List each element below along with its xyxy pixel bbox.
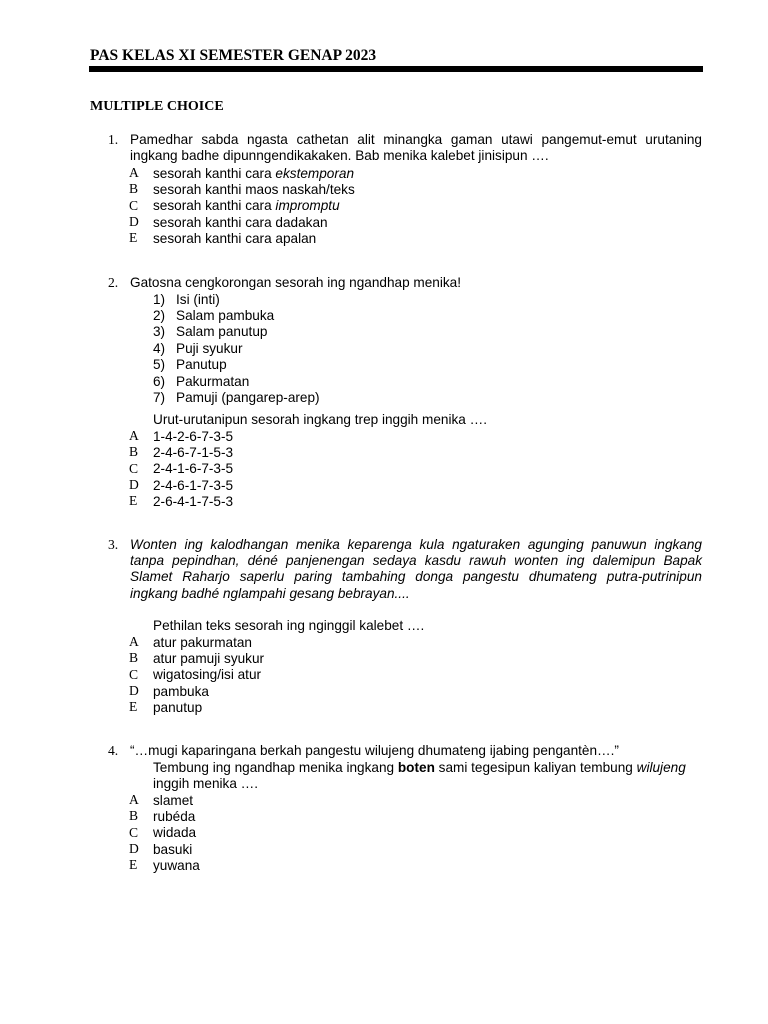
option-text: atur pakurmatan — [153, 634, 252, 650]
question-stem: Pamedhar sabda ngasta cathetan alit minangka gaman utawi pangemut-emut urutaning ingkang badhe dipunngendikakaken. Bab menika kalebet jinisipun …. — [130, 132, 702, 164]
option-text: 2-6-4-1-7-5-3 — [153, 493, 234, 509]
option-c[interactable] — [129, 198, 355, 214]
option-d[interactable] — [129, 841, 200, 857]
option-text: basuki — [153, 841, 193, 857]
option-letter: B — [129, 650, 139, 666]
list-item: 6) Pakurmatan — [153, 373, 250, 389]
option-letter: E — [129, 857, 138, 873]
option-e[interactable] — [129, 699, 264, 715]
option-a[interactable] — [129, 428, 233, 444]
option-text: pambuka — [153, 683, 209, 699]
option-text: atur pamuji syukur — [153, 650, 265, 666]
question-number: 2. — [108, 275, 119, 290]
option-text: yuwana — [153, 857, 200, 873]
option-c[interactable] — [129, 825, 200, 841]
emphasis-italic: wilujeng — [636, 760, 686, 775]
option-c[interactable] — [129, 461, 233, 477]
section-title: MULTIPLE CHOICE — [90, 99, 224, 114]
option-e[interactable] — [129, 493, 233, 509]
list-item: 7) Pamuji (pangarep-arep) — [153, 390, 320, 406]
option-letter: B — [129, 444, 139, 460]
question-number: 3. — [108, 537, 119, 552]
option-letter: C — [129, 460, 139, 476]
option-text: wigatosing/isi atur — [153, 667, 262, 683]
question-prompt: Tembung ing ngandhap menika ingkang boten sami tegesipun kaliyan tembung wilujeng inggih menika …. — [153, 760, 686, 791]
question-number: 4. — [108, 743, 119, 758]
option-letter: A — [129, 428, 139, 444]
option-text: sesorah kanthi cara impromptu — [153, 198, 340, 214]
option-text: sesorah kanthi cara dadakan — [153, 214, 328, 230]
option-letter: A — [129, 792, 139, 808]
option-e[interactable] — [129, 230, 355, 246]
question-number: 1. — [108, 132, 119, 147]
option-letter: E — [129, 230, 138, 246]
option-text: 2-4-6-1-7-3-5 — [153, 477, 234, 493]
question-prompt: Pethilan teks sesorah ing nginggil kalebet …. — [153, 618, 425, 633]
option-b[interactable] — [129, 808, 200, 824]
option-list — [129, 634, 264, 715]
page-title: PAS KELAS XI SEMESTER GENAP 2023 — [90, 47, 377, 64]
option-letter: D — [129, 841, 139, 857]
question-stem: Gatosna cengkorongan sesorah ing ngandhap menika! — [130, 275, 462, 290]
option-letter: C — [129, 824, 139, 840]
option-letter: D — [129, 214, 139, 230]
option-text: rubéda — [153, 808, 196, 824]
outline-list — [153, 291, 320, 406]
option-letter: B — [129, 181, 139, 197]
header-divider — [89, 66, 703, 72]
option-letter: E — [129, 699, 138, 715]
option-b[interactable] — [129, 181, 355, 197]
option-d[interactable] — [129, 214, 355, 230]
option-letter: A — [129, 634, 139, 650]
list-item: 3) Salam panutup — [153, 324, 268, 340]
option-text: 2-4-1-6-7-3-5 — [153, 461, 234, 477]
option-letter: E — [129, 493, 138, 509]
option-letter: D — [129, 683, 139, 699]
emphasis-bold: boten — [397, 760, 435, 775]
option-list — [129, 428, 233, 509]
list-item: 5) Panutup — [153, 357, 227, 373]
option-b[interactable] — [129, 650, 264, 666]
option-d[interactable] — [129, 683, 264, 699]
option-letter: D — [129, 477, 139, 493]
list-item: 4) Puji syukur — [153, 340, 243, 356]
option-letter: C — [129, 666, 139, 682]
option-text: 2-4-6-7-1-5-3 — [153, 444, 234, 460]
option-text: 1-4-2-6-7-3-5 — [153, 428, 234, 444]
option-text: panutup — [153, 699, 203, 715]
option-e[interactable] — [129, 857, 200, 873]
option-a[interactable] — [129, 634, 264, 650]
option-text: sesorah kanthi cara ekstemporan — [153, 165, 355, 181]
option-letter: C — [129, 197, 139, 213]
question-stem: “…mugi kaparingana berkah pangestu wilujeng dhumateng ijabing pengantèn….” — [130, 743, 619, 758]
option-italic-term: ekstemporan — [275, 165, 355, 181]
list-item: 1) Isi (inti) — [153, 291, 220, 307]
option-letter: B — [129, 808, 139, 824]
option-text: widada — [153, 825, 197, 841]
option-b[interactable] — [129, 444, 233, 460]
question-stem: Wonten ing kalodhangan menika keparenga kula ngaturaken agunging panuwun ingkang tanpa pepindhan, déné panjenengan sedaya kasdu rawuh wonten ing dalemipun Bapak Slamet Raharjo saperlu paring tambahing donga pangestu dhumateng putra-putrinipun ingkang badhé nglampahi gesang bebrayan.... — [130, 537, 702, 601]
option-text: slamet — [153, 792, 194, 808]
list-item: 2) Salam pambuka — [153, 308, 275, 324]
option-list — [129, 165, 355, 246]
option-a[interactable] — [129, 792, 200, 808]
option-a[interactable] — [129, 165, 355, 181]
option-c[interactable] — [129, 667, 264, 683]
option-letter: A — [129, 165, 139, 181]
option-text: sesorah kanthi cara apalan — [153, 230, 317, 246]
option-list — [129, 792, 200, 873]
option-text: sesorah kanthi maos naskah/teks — [153, 181, 355, 197]
option-d[interactable] — [129, 477, 233, 493]
question-prompt: Urut-urutanipun sesorah ingkang trep inggih menika …. — [153, 412, 487, 427]
option-italic-term: impromptu — [275, 198, 340, 214]
